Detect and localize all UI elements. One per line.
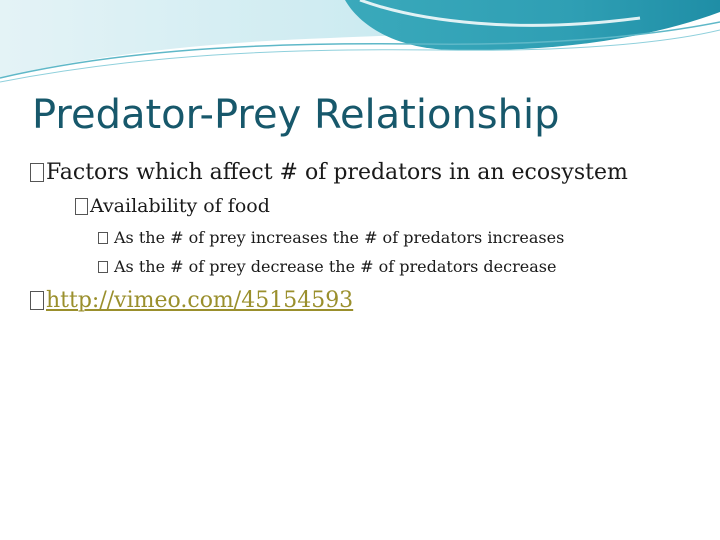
sub-sub-bullet-item <box>30 223 710 252</box>
bullet-box-icon <box>30 291 44 310</box>
bullet-box-icon <box>98 261 108 273</box>
slide-body <box>30 155 710 317</box>
link-bullet-item <box>30 283 710 317</box>
video-link[interactable]: http://vimeo.com/45154593 <box>46 287 354 313</box>
sub-sub-bullet-item <box>30 252 710 281</box>
slide-title: Predator-Prey Relationship <box>32 92 560 138</box>
sub-sub-bullet-text: As the # of prey increases the # of predators increases <box>114 228 565 247</box>
bullet-text: Factors which affect # of predators in an ecosystem <box>46 159 628 185</box>
header-wave-decoration <box>0 0 720 95</box>
bullet-box-icon <box>30 163 44 182</box>
sub-sub-bullet-text: As the # of prey decrease the # of predators decrease <box>114 257 557 276</box>
sub-bullet-text: Availability of food <box>90 195 270 217</box>
bullet-box-icon <box>75 198 88 215</box>
bullet-item <box>30 155 710 189</box>
bullet-box-icon <box>98 232 108 244</box>
sub-bullet-item <box>30 189 710 223</box>
